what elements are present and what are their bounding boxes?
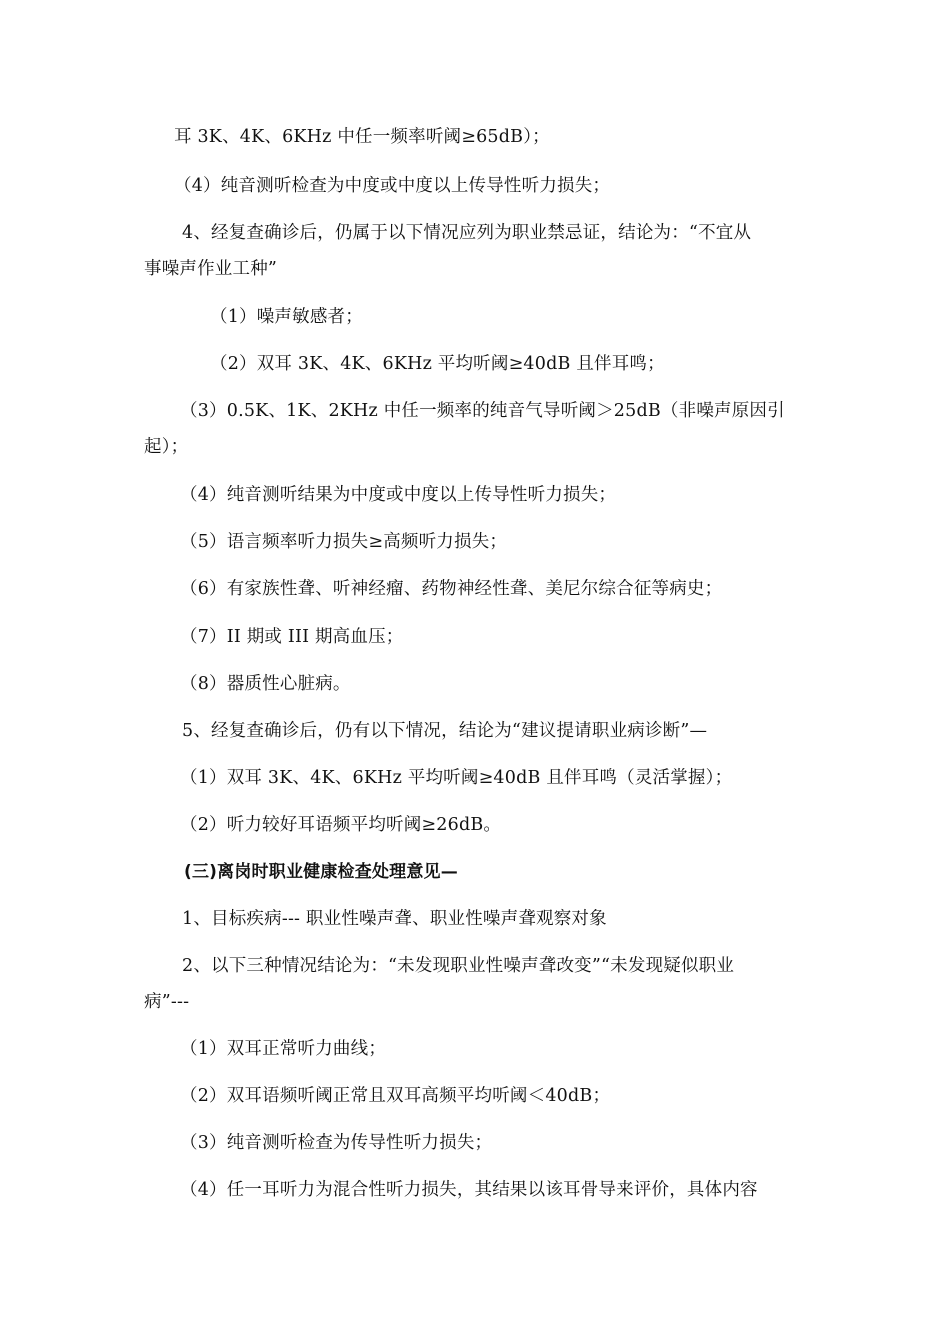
text-line: 事噪声作业工种” [144, 259, 278, 279]
text-line: （4）任一耳听力为混合性听力损失，其结果以该耳骨导来评价，具体内容 [180, 1180, 758, 1200]
text-line: （8）器质性心脏病。 [180, 674, 351, 694]
text-line: （2）双耳语频听阈正常且双耳高频平均听阈＜40dB； [180, 1086, 611, 1106]
text-line: 1、目标疾病--- 职业性噪声聋、职业性噪声聋观察对象 [182, 909, 607, 929]
text-line: 5、经复查确诊后，仍有以下情况，结论为“建议提请职业病诊断”— [182, 721, 708, 741]
text-line: 起）； [144, 437, 189, 457]
text-line: （6）有家族性聋、听神经瘤、药物神经性聋、美尼尔综合征等病史； [180, 579, 723, 599]
text-line: （1）双耳正常听力曲线； [180, 1039, 387, 1059]
text-line: 病”--- [144, 992, 190, 1012]
text-line: （4）纯音测听检查为中度或中度以上传导性听力损失； [174, 176, 611, 196]
text-line: （1）双耳 3K、4K、6KHz 平均听阈≥40dB 且伴耳鸣（灵活掌握）； [180, 768, 733, 788]
text-line: 耳 3K、4K、6KHz 中任一频率听阈≥65dB）； [174, 127, 550, 147]
text-line: （4）纯音测听结果为中度或中度以上传导性听力损失； [180, 485, 617, 505]
text-line: （2）双耳 3K、4K、6KHz 平均听阈≥40dB 且伴耳鸣； [210, 354, 665, 374]
text-line: （2）听力较好耳语频平均听阈≥26dB。 [180, 815, 502, 835]
text-line: （1）噪声敏感者； [210, 307, 363, 327]
text-line: （7）II 期或 III 期高血压； [180, 627, 404, 647]
text-line: （5）语言频率听力损失≥高频听力损失； [180, 532, 508, 552]
section-heading: (三)离岗时职业健康检查处理意见— [184, 862, 458, 882]
text-line: 4、经复查确诊后，仍属于以下情况应列为职业禁忌证，结论为：“不宜从 [182, 223, 752, 243]
text-line: （3）纯音测听检查为传导性听力损失； [180, 1133, 493, 1153]
text-line: （3）0.5K、1K、2KHz 中任一频率的纯音气导听阈＞25dB（非噪声原因引 [180, 401, 785, 421]
text-line: 2、以下三种情况结论为：“未发现职业性噪声聋改变”“未发现疑似职业 [182, 956, 735, 976]
